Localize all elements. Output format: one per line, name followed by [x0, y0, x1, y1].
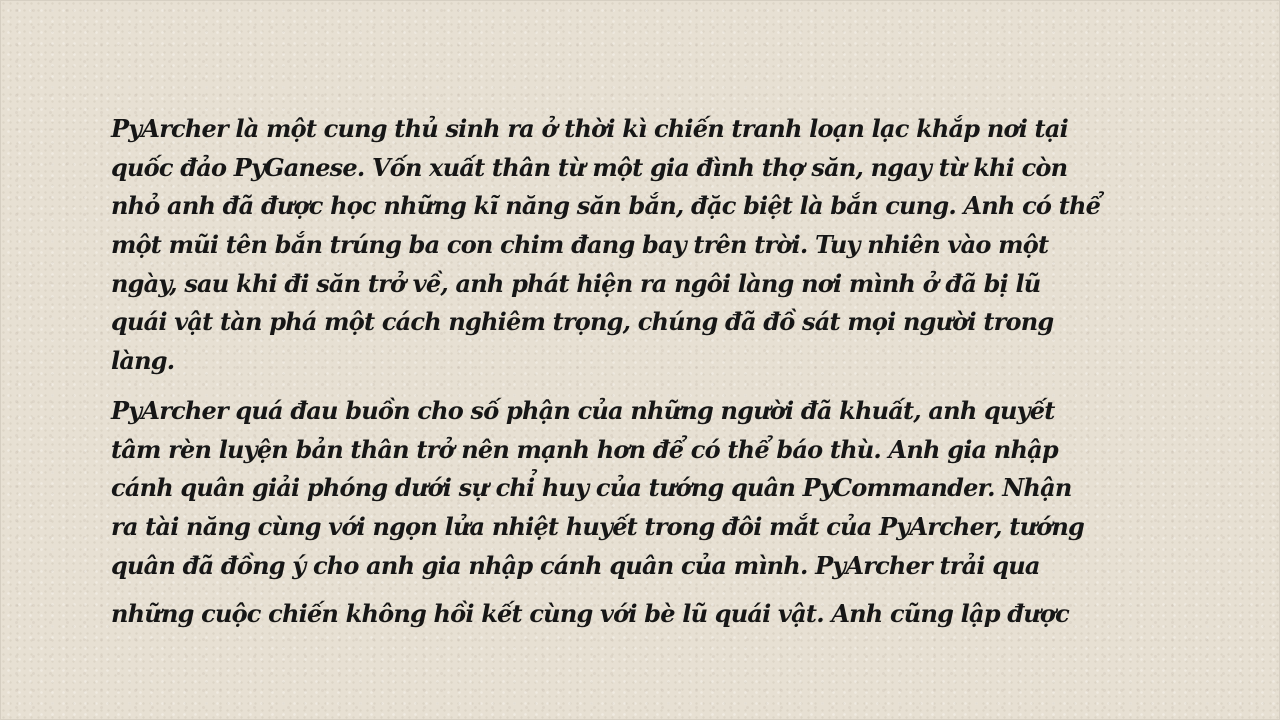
text-line: quân đã đồng ý cho anh gia nhập cánh quân của mình. PyArcher trải qua: [111, 550, 1040, 580]
text-line: một mũi tên bắn trúng ba con chim đang bay trên trời. Tuy nhiên vào một: [111, 230, 1049, 260]
text-line: PyArcher quá đau buồn cho số phận của những người đã khuất, anh quyết: [111, 395, 1055, 425]
text-line: tâm rèn luyện bản thân trở nên mạnh hơn để có thể báo thù. Anh gia nhập: [111, 434, 1058, 464]
text-line: ra tài năng cùng với ngọn lửa nhiệt huyết trong đôi mắt của PyArcher, tướng: [111, 511, 1085, 541]
text-line: quái vật tàn phá một cách nghiêm trọng, chúng đã đồ sát mọi người trong: [111, 307, 1054, 337]
text-line: quốc đảo PyGanese. Vốn xuất thân từ một gia đình thợ săn, ngay từ khi còn: [111, 152, 1068, 182]
story-text: [111, 110, 1191, 634]
text-line: cánh quân giải phóng dưới sự chỉ huy của tướng quân PyCommander. Nhận: [111, 473, 1072, 503]
text-line: nhỏ anh đã được học những kĩ năng săn bắn, đặc biệt là bắn cung. Anh có thể: [111, 191, 1101, 221]
paragraph-1: [111, 110, 1191, 381]
text-line: ngày, sau khi đi săn trở về, anh phát hiện ra ngôi làng nơi mình ở đã bị lũ: [111, 268, 1041, 298]
text-line: PyArcher là một cung thủ sinh ra ở thời kì chiến tranh loạn lạc khắp nơi tại: [111, 114, 1068, 143]
text-line: làng.: [111, 346, 175, 376]
paragraph-2: [111, 392, 1191, 634]
text-line: những cuộc chiến không hồi kết cùng với bè lũ quái vật. Anh cũng lập được: [111, 599, 1069, 629]
